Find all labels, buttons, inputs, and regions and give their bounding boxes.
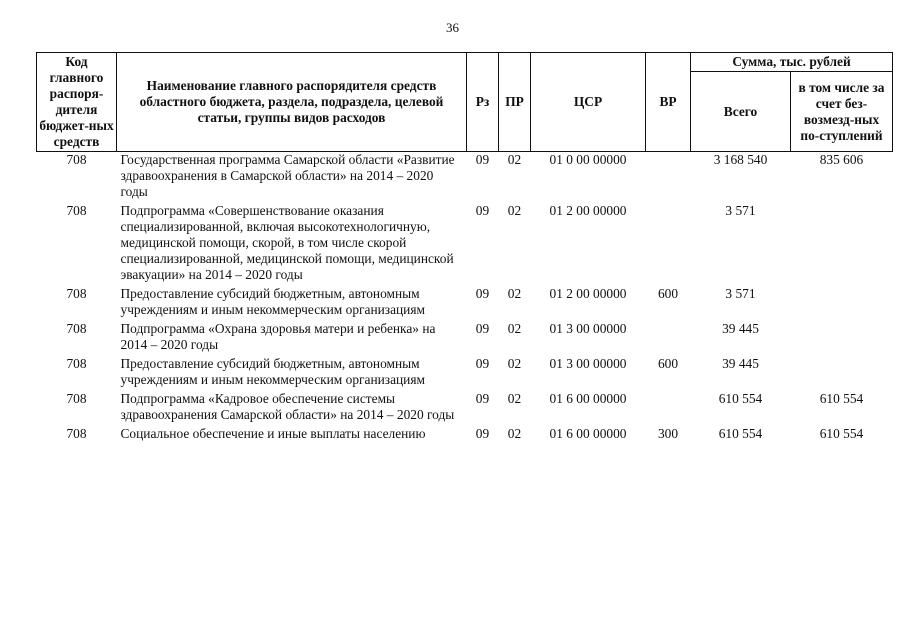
vr-cell: 600: [657, 356, 679, 371]
name-cell: Государственная программа Самарской области «Развитие здравоохранения в Самарской области» на 2014 – 2020 годы: [120, 152, 455, 199]
table-row: [37, 321, 893, 356]
rz-cell: 09: [475, 356, 490, 371]
pr-cell: 02: [507, 286, 522, 301]
name-cell: Предоставление субсидий бюджетным, автономным учреждениям и иным некоммерческим организациям: [120, 286, 425, 317]
header-vr: ВР: [646, 53, 691, 152]
free-cell: [791, 356, 893, 391]
total-cell: 3 571: [725, 286, 756, 301]
code-cell: 708: [66, 286, 87, 301]
table-row: [37, 426, 893, 445]
header-rz: Рз: [467, 53, 499, 152]
header-pr: ПР: [499, 53, 531, 152]
csr-cell: 01 6 00 00000: [549, 391, 627, 406]
vr-cell: [646, 152, 691, 204]
header-name: Наименование главного распорядителя средств областного бюджета, раздела, подраздела, целевой статьи, группы видов расходов: [117, 53, 467, 152]
code-cell: 708: [66, 356, 87, 371]
free-cell: 610 554: [819, 391, 864, 406]
table-row: [37, 203, 893, 286]
total-cell: 610 554: [718, 426, 763, 441]
csr-cell: 01 6 00 00000: [549, 426, 627, 441]
table-header: [37, 53, 893, 152]
table-row: [37, 152, 893, 204]
total-cell: 3 168 540: [713, 152, 768, 167]
total-cell: 610 554: [718, 391, 763, 406]
free-cell: 610 554: [819, 426, 864, 441]
free-cell: [791, 286, 893, 321]
table-row: [37, 286, 893, 321]
rz-cell: 09: [475, 286, 490, 301]
name-cell: Социальное обеспечение и иные выплаты населению: [120, 426, 426, 441]
header-total: Всего: [691, 72, 791, 152]
free-cell: 835 606: [819, 152, 864, 167]
csr-cell: 01 3 00 00000: [549, 321, 627, 336]
vr-cell: 600: [657, 286, 679, 301]
pr-cell: 02: [507, 426, 522, 441]
pr-cell: 02: [507, 152, 522, 167]
total-cell: 39 445: [722, 356, 759, 371]
vr-cell: [646, 391, 691, 426]
pr-cell: 02: [507, 203, 522, 218]
pr-cell: 02: [507, 391, 522, 406]
code-cell: 708: [66, 203, 87, 218]
rz-cell: 09: [475, 203, 490, 218]
header-sum: Сумма, тыс. рублей: [691, 53, 893, 72]
pr-cell: 02: [507, 321, 522, 336]
rz-cell: 09: [475, 391, 490, 406]
free-cell: [791, 321, 893, 356]
code-cell: 708: [66, 152, 87, 167]
rz-cell: 09: [475, 152, 490, 167]
code-cell: 708: [66, 391, 87, 406]
code-cell: 708: [66, 321, 87, 336]
csr-cell: 01 0 00 00000: [549, 152, 627, 167]
table-row: [37, 391, 893, 426]
csr-cell: 01 2 00 00000: [549, 286, 627, 301]
pr-cell: 02: [507, 356, 522, 371]
vr-cell: 300: [657, 426, 679, 441]
free-cell: [791, 203, 893, 286]
name-cell: Подпрограмма «Совершенствование оказания специализированной, включая высокотехнологичную, медицинской помощи, скорой, в том числе скорой специализированной, медицинской помощи, медицинской эвакуации» на 2014 – 2020 годы: [120, 203, 454, 282]
csr-cell: 01 2 00 00000: [549, 203, 627, 218]
total-cell: 3 571: [725, 203, 756, 218]
header-csr: ЦСР: [531, 53, 646, 152]
csr-cell: 01 3 00 00000: [549, 356, 627, 371]
total-cell: 39 445: [722, 321, 759, 336]
code-cell: 708: [66, 426, 87, 441]
rz-cell: 09: [475, 321, 490, 336]
name-cell: Предоставление субсидий бюджетным, автономным учреждениям и иным некоммерческим организациям: [120, 356, 425, 387]
table-row: [37, 356, 893, 391]
vr-cell: [646, 321, 691, 356]
budget-table: [36, 52, 893, 445]
name-cell: Подпрограмма «Охрана здоровья матери и ребенка» на 2014 – 2020 годы: [120, 321, 436, 352]
page-number: 36: [446, 20, 459, 35]
name-cell: Подпрограмма «Кадровое обеспечение системы здравоохранения Самарской области» на 2014 – 2020 годы: [120, 391, 455, 422]
header-free: в том числе за счет без-возмезд-ных по-ступлений: [791, 72, 893, 152]
rz-cell: 09: [475, 426, 490, 441]
vr-cell: [646, 203, 691, 286]
header-code: Код главного распоря-дителя бюджет-ных средств: [37, 53, 117, 152]
